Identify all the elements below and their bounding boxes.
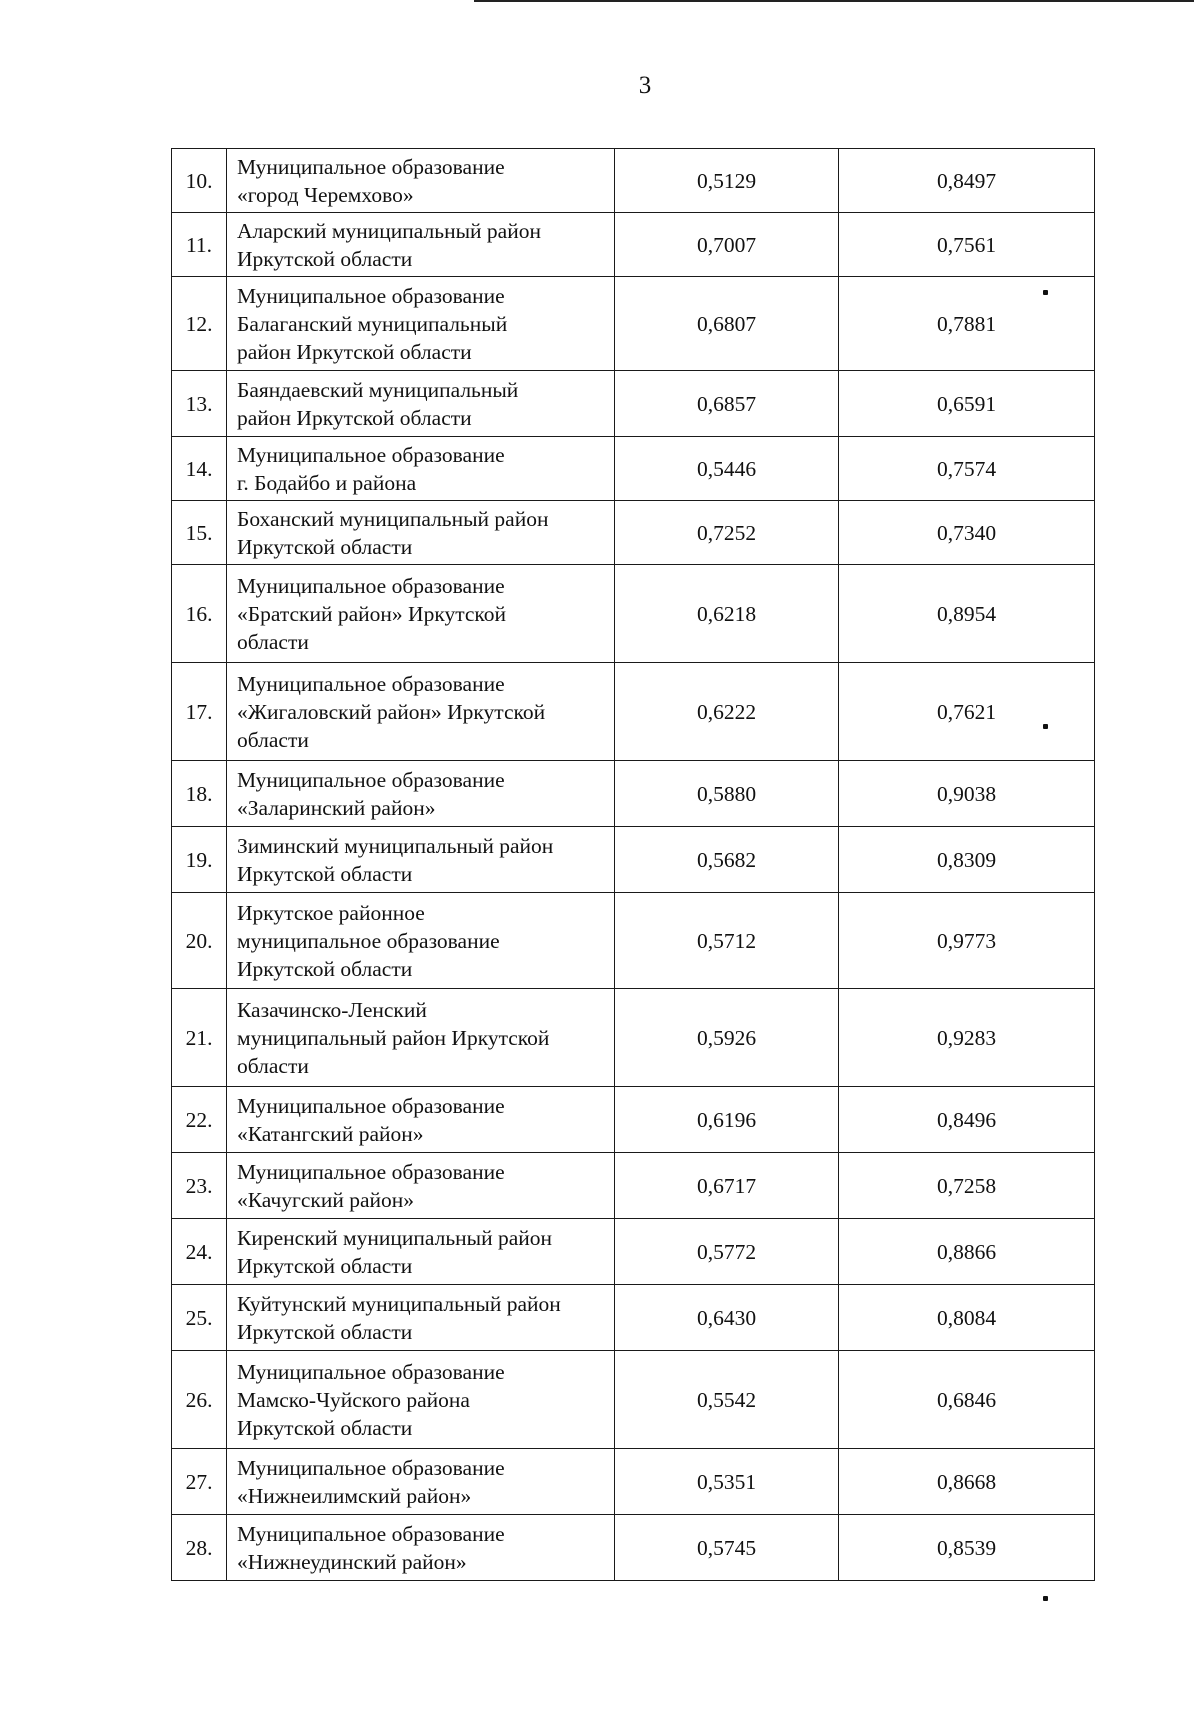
table-body — [172, 149, 1095, 1581]
table-row — [172, 565, 1095, 663]
row-number: 15. — [172, 501, 227, 565]
value-2: 0,8084 — [839, 1285, 1095, 1351]
municipality-name: Муниципальное образование Мамско-Чуйского района Иркутской области — [227, 1351, 615, 1449]
value-2: 0,8497 — [839, 149, 1095, 213]
municipality-name: Казачинско-Ленский муниципальный район Иркутской области — [227, 989, 615, 1087]
value-2: 0,7561 — [839, 213, 1095, 277]
municipality-name: Муниципальное образование «Нижнеилимский район» — [227, 1449, 615, 1515]
value-1: 0,5129 — [615, 149, 839, 213]
value-1: 0,5712 — [615, 893, 839, 989]
municipality-name: Киренский муниципальный район Иркутской области — [227, 1219, 615, 1285]
row-number: 28. — [172, 1515, 227, 1581]
table-row — [172, 1351, 1095, 1449]
value-1: 0,6717 — [615, 1153, 839, 1219]
municipality-name: Муниципальное образование «Нижнеудинский район» — [227, 1515, 615, 1581]
table-row — [172, 149, 1095, 213]
row-number: 26. — [172, 1351, 227, 1449]
table-row — [172, 437, 1095, 501]
value-2: 0,8668 — [839, 1449, 1095, 1515]
row-number: 23. — [172, 1153, 227, 1219]
top-rule — [474, 0, 1194, 2]
row-number: 25. — [172, 1285, 227, 1351]
value-2: 0,9283 — [839, 989, 1095, 1087]
row-number: 14. — [172, 437, 227, 501]
scan-speck — [1043, 724, 1048, 729]
value-2: 0,9773 — [839, 893, 1095, 989]
value-2: 0,6846 — [839, 1351, 1095, 1449]
table-row — [172, 371, 1095, 437]
value-1: 0,5880 — [615, 761, 839, 827]
municipality-name: Муниципальное образование «Братский район» Иркутской области — [227, 565, 615, 663]
row-number: 20. — [172, 893, 227, 989]
table-row — [172, 827, 1095, 893]
municipality-name: Муниципальное образование «Качугский район» — [227, 1153, 615, 1219]
row-number: 17. — [172, 663, 227, 761]
table-row — [172, 1449, 1095, 1515]
municipality-name: Боханский муниципальный район Иркутской области — [227, 501, 615, 565]
table-row — [172, 761, 1095, 827]
table-row — [172, 1153, 1095, 1219]
value-2: 0,7881 — [839, 277, 1095, 371]
row-number: 19. — [172, 827, 227, 893]
table-row — [172, 277, 1095, 371]
value-1: 0,5926 — [615, 989, 839, 1087]
row-number: 13. — [172, 371, 227, 437]
value-2: 0,8539 — [839, 1515, 1095, 1581]
municipality-name: Куйтунский муниципальный район Иркутской области — [227, 1285, 615, 1351]
value-1: 0,7007 — [615, 213, 839, 277]
municipality-name: Муниципальное образование г. Бодайбо и района — [227, 437, 615, 501]
table-row — [172, 1515, 1095, 1581]
municipality-name: Муниципальное образование Балаганский муниципальный район Иркутской области — [227, 277, 615, 371]
municipality-name: Баяндаевский муниципальный район Иркутской области — [227, 371, 615, 437]
value-2: 0,8954 — [839, 565, 1095, 663]
table-row — [172, 1087, 1095, 1153]
value-2: 0,7574 — [839, 437, 1095, 501]
row-number: 22. — [172, 1087, 227, 1153]
municipality-name: Аларский муниципальный район Иркутской области — [227, 213, 615, 277]
value-1: 0,5772 — [615, 1219, 839, 1285]
municipality-name: Муниципальное образование «Заларинский район» — [227, 761, 615, 827]
value-1: 0,5745 — [615, 1515, 839, 1581]
value-1: 0,5682 — [615, 827, 839, 893]
value-1: 0,7252 — [615, 501, 839, 565]
value-2: 0,8309 — [839, 827, 1095, 893]
value-2: 0,8866 — [839, 1219, 1095, 1285]
row-number: 11. — [172, 213, 227, 277]
value-1: 0,5351 — [615, 1449, 839, 1515]
municipality-name: Зиминский муниципальный район Иркутской области — [227, 827, 615, 893]
scan-speck — [1043, 1596, 1048, 1601]
table-row — [172, 893, 1095, 989]
row-number: 27. — [172, 1449, 227, 1515]
row-number: 12. — [172, 277, 227, 371]
table-row — [172, 663, 1095, 761]
value-2: 0,7621 — [839, 663, 1095, 761]
value-1: 0,6430 — [615, 1285, 839, 1351]
value-1: 0,6222 — [615, 663, 839, 761]
municipality-table — [171, 148, 1095, 1581]
value-1: 0,5542 — [615, 1351, 839, 1449]
value-1: 0,5446 — [615, 437, 839, 501]
value-1: 0,6857 — [615, 371, 839, 437]
value-2: 0,8496 — [839, 1087, 1095, 1153]
municipality-name: Иркутское районное муниципальное образование Иркутской области — [227, 893, 615, 989]
municipality-name: Муниципальное образование «Катангский район» — [227, 1087, 615, 1153]
page-number: 3 — [638, 72, 652, 99]
value-1: 0,6196 — [615, 1087, 839, 1153]
value-2: 0,6591 — [839, 371, 1095, 437]
value-2: 0,9038 — [839, 761, 1095, 827]
table-row — [172, 213, 1095, 277]
table-row — [172, 501, 1095, 565]
table-row — [172, 1219, 1095, 1285]
value-1: 0,6807 — [615, 277, 839, 371]
scan-speck — [1043, 290, 1048, 295]
table-row — [172, 989, 1095, 1087]
value-1: 0,6218 — [615, 565, 839, 663]
municipality-name: Муниципальное образование «Жигаловский район» Иркутской области — [227, 663, 615, 761]
row-number: 24. — [172, 1219, 227, 1285]
value-2: 0,7258 — [839, 1153, 1095, 1219]
row-number: 16. — [172, 565, 227, 663]
value-2: 0,7340 — [839, 501, 1095, 565]
row-number: 18. — [172, 761, 227, 827]
municipality-name: Муниципальное образование «город Черемхово» — [227, 149, 615, 213]
row-number: 21. — [172, 989, 227, 1087]
row-number: 10. — [172, 149, 227, 213]
table-row — [172, 1285, 1095, 1351]
